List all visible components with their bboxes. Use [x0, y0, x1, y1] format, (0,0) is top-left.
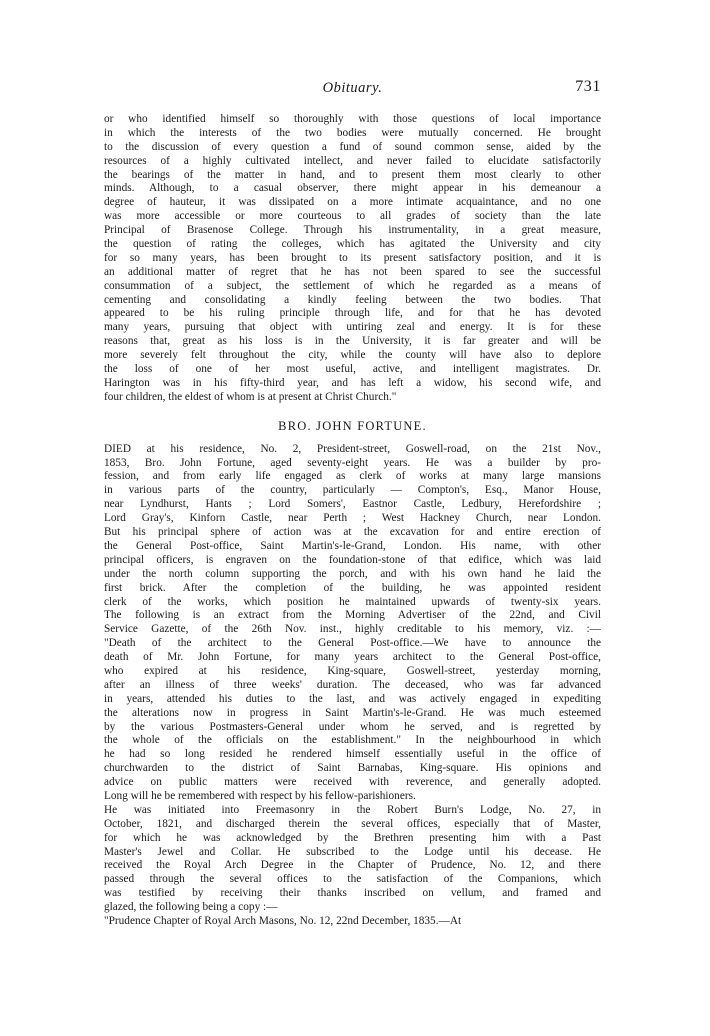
text-line: "Death of the architect to the General Post-office.—We have to announce the: [104, 637, 601, 650]
document-page: [104, 78, 601, 929]
text-line: was more accessible or more courteous to all grades of society than the late: [104, 210, 601, 223]
text-line: DIED at his residence, No. 2, President-street, Goswell-road, on the 21st Nov.,: [104, 442, 601, 455]
text-line: after an illness of three weeks' duration. The deceased, who was far advanced: [104, 678, 601, 691]
text-line: four children, the eldest of whom is at present at Christ Church.": [104, 390, 397, 403]
text-line: an additional matter of regret that he has not been spared to see the successful: [104, 265, 601, 278]
text-line: degree of hauteur, it was dissipated on a more intimate acquaintance, and no one: [104, 196, 601, 209]
text-line: "Prudence Chapter of Royal Arch Masons, No. 12, 22nd December, 1835.—At: [104, 914, 462, 927]
text-line: many years, pursuing that object with untiring zeal and energy. It is for these: [104, 321, 601, 334]
text-line: resources of a highly cultivated intellect, and never failed to elucidate satisfactorily: [104, 154, 601, 167]
text-line: in various parts of the country, particularly — Compton's, Esq., Manor House,: [104, 484, 601, 497]
text-line: churchwarden to the district of Saint Barnabas, King-square. His opinions and: [104, 762, 601, 775]
text-line: near Lyndhurst, Hants ; Lord Somers', Eastnor Castle, Ledbury, Herefordshire ;: [104, 498, 601, 511]
harington-obituary-continuation: [104, 113, 601, 405]
text-line: glazed, the following being a copy :—: [104, 901, 278, 914]
text-line: received the Royal Arch Degree in the Chapter of Prudence, No. 12, and there: [104, 859, 601, 872]
text-line: or who identified himself so thoroughly with those questions of local importance: [104, 113, 601, 125]
text-line: He was initiated into Freemasonry in the Robert Burn's Lodge, No. 27, in: [104, 803, 601, 816]
text-line: Service Gazette, of the 26th Nov. inst., highly creditable to his memory, viz. :—: [104, 623, 601, 636]
text-line: in which the interests of the two bodies were mutually concerned. He brought: [104, 126, 601, 139]
text-line: passed through the several offices to the satisfaction of the Companions, which: [104, 873, 601, 886]
text-line: the bearings of the matter in hand, and to present them most clearly to other: [104, 168, 601, 181]
text-line: fession, and from early life engaged as clerk of works at many large mansions: [104, 470, 601, 483]
text-line: was testified by receiving their thanks inscribed on vellum, and framed and: [104, 887, 601, 900]
text-line: Lord Gray's, Kinforn Castle, near Perth ; West Hackney Church, near London.: [104, 512, 601, 525]
text-line: Harington was in his fifty-third year, and has left a widow, his second wife, and: [104, 376, 601, 389]
text-line: under the north column supporting the porch, and with his own hand he laid the: [104, 567, 601, 580]
text-line: first brick. After the completion of the building, he was appointed resident: [104, 581, 601, 594]
text-line: The following is an extract from the Morning Advertiser of the 22nd, and Civil: [104, 609, 601, 622]
text-line: by the various Postmasters-General under whom he served, and is regretted by: [104, 720, 601, 733]
running-title: Obituary.: [322, 80, 383, 96]
section-heading-john-fortune: BRO. JOHN FORTUNE.: [278, 418, 427, 433]
text-line: October, 1821, and discharged therein the several offices, especially that of Master,: [104, 817, 601, 830]
text-line: advice on public matters were received with reverence, and generally adopted.: [104, 776, 601, 789]
text-line: Long will he be remembered with respect by his fellow-parishioners.: [104, 789, 416, 802]
text-line: to the discussion of every question a fund of sound common sense, aided by the: [104, 140, 601, 153]
text-line: Master's Jewel and Collar. He subscribed to the Lodge until his decease. He: [104, 845, 601, 858]
text-line: clerk of the works, which position he maintained upwards of twenty-six years.: [104, 595, 601, 608]
text-line: more severely felt throughout the city, while the county will have also to deplore: [104, 349, 601, 362]
text-line: reasons that, great as his loss is in the University, it is far greater and will be: [104, 335, 601, 348]
page-header: [104, 78, 601, 102]
text-line: consummation of a subject, the settlement of which he regarded as a means of: [104, 279, 601, 292]
text-line: death of Mr. John Fortune, for many years architect to the General Post-office,: [104, 651, 601, 664]
text-line: he had so long resided he rendered himself essentially useful in the office of: [104, 748, 601, 761]
text-line: the loss of one of her most useful, active, and intelligent magistrates. Dr.: [104, 363, 601, 376]
text-line: in years, attended his duties to the last, and was actively engaged in expediting: [104, 692, 601, 705]
text-line: minds. Although, to a casual observer, there might appear in his demeanour a: [104, 182, 601, 195]
text-line: the whole of the officials on the establishment." In the neighbourhood in which: [104, 734, 601, 747]
text-line: 1853, Bro. John Fortune, aged seventy-eight years. He was a builder by pro-: [104, 456, 601, 469]
text-line: cementing and consolidating a kindly feeling between the two bodies. That: [104, 293, 601, 306]
text-line: Principal of Brasenose College. Through his instrumentality, in a great measure,: [104, 224, 601, 237]
text-line: for which he was acknowledged by the Brethren presenting him with a Past: [104, 831, 601, 844]
text-line: appeared to be his ruling principle through life, and for that he has devoted: [104, 307, 601, 320]
text-line: the General Post-office, Saint Martin's-le-Grand, London. His name, with other: [104, 539, 601, 552]
text-line: But his principal sphere of action was at the excavation for and entire erection of: [104, 526, 601, 539]
fortune-obituary-body: [104, 443, 601, 929]
text-line: the question of rating the colleges, which has agitated the University and city: [104, 238, 601, 251]
text-line: the alterations now in progress in Saint Martin's-le-Grand. He was much esteemed: [104, 706, 601, 719]
text-line: for so many years, has been brought to its present satisfactory position, and it is: [104, 251, 601, 264]
page-number: 731: [575, 78, 601, 95]
text-line: principal officers, is engraven on the foundation-stone of that edifice, which was laid: [104, 553, 601, 566]
text-line: who expired at his residence, King-square, Goswell-street, yesterday morning,: [104, 664, 601, 677]
